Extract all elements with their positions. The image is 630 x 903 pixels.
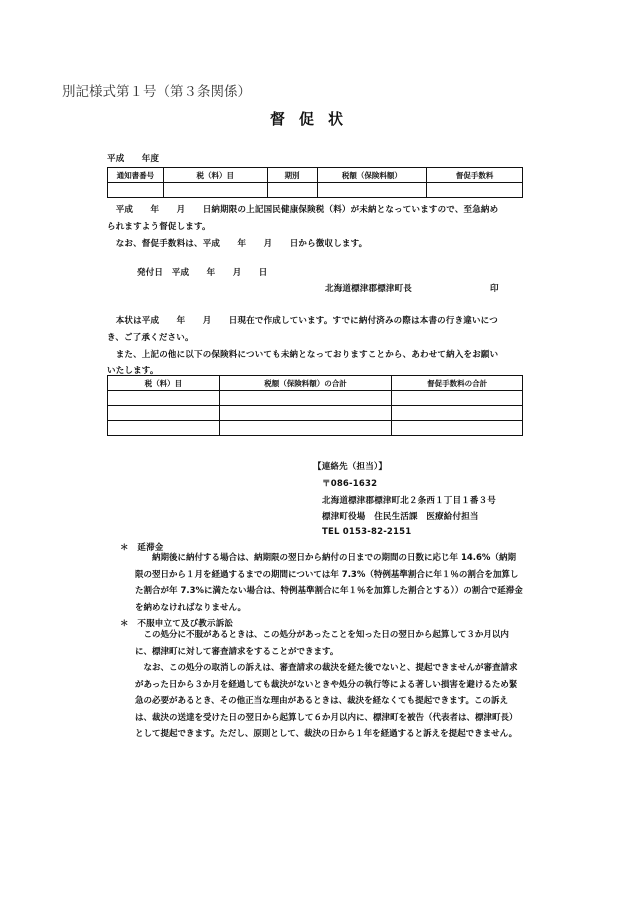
para2-line1: 本状は平成 年 月 日現在で作成しています。すでに納付済みの際は本書の行き違いにつ — [107, 316, 498, 326]
cell — [427, 183, 523, 198]
late-fee-body: 納期後に納付する場合は、納期限の翌日から納付の日までの期間の日数に応じ年 14.6%（納期限の翌日から１月を経過するまでの期間については年 7.3%（特例基準割合に年１％の割合を加算した割合が年 7.3%に満たない場合は、特例基準割合に年１％を加算した割合とする））の割合で延滞金を納めなければなりません。 — [135, 553, 523, 613]
appeal-heading: ＊ 不服申立て及び教示訴訟 — [120, 619, 234, 629]
cell — [219, 421, 392, 436]
document-title: 督促状 — [270, 110, 358, 128]
header-fee-total: 督促手数料の合計 — [392, 376, 523, 391]
cell — [392, 391, 523, 406]
header-fee: 督促手数料 — [427, 168, 523, 183]
seal-mark: 印 — [490, 284, 499, 294]
para1-line3: なお、督促手数料は、平成 年 月 日から徴収します。 — [107, 239, 368, 249]
cell — [108, 421, 220, 436]
table-row — [108, 406, 523, 421]
para1-line1: 平成 年 月 日納期限の上記国民健康保険税（料）が未納となっていますので、至急納め — [107, 205, 499, 215]
appeal-body-1: この処分に不服があるときは、この処分があったことを知った日の翌日から起算して３か月以内に、標津町に対して審査請求をすることができます。 — [135, 630, 509, 657]
cell — [108, 183, 164, 198]
cell — [392, 421, 523, 436]
header-tax-item: 税（料）目 — [163, 168, 267, 183]
issue-date: 発付日 平成 年 月 日 — [137, 268, 268, 278]
cell — [267, 183, 317, 198]
table-row — [108, 391, 523, 406]
contact-postal: 〒086-1632 — [322, 479, 378, 489]
cell — [219, 391, 392, 406]
cell — [392, 406, 523, 421]
issuer-name: 北海道標津郡標津町長 — [325, 284, 413, 294]
form-label: 別記様式第１号（第３条関係） — [62, 84, 251, 100]
cell — [163, 183, 267, 198]
cell — [108, 406, 220, 421]
other-arrears-table — [107, 375, 523, 436]
header-tax-item: 税（料）目 — [108, 376, 220, 391]
header-tax-total: 税額（保険料額）の合計 — [219, 376, 392, 391]
table-header-row — [108, 168, 523, 183]
table-row — [108, 183, 523, 198]
notice-table — [107, 167, 523, 198]
table-row — [108, 421, 523, 436]
cell — [108, 391, 220, 406]
header-tax-amount: 税額（保険料額） — [317, 168, 427, 183]
para1-line2: られますよう督促します。 — [107, 222, 211, 232]
fiscal-year-line: 平成 年度 — [107, 154, 160, 164]
contact-dept: 標津町役場 住民生活課 医療給付担当 — [322, 512, 479, 522]
para2-line2: き、ご了承ください。 — [107, 333, 194, 343]
contact-address: 北海道標津郡標津町北２条西１丁目１番３号 — [322, 496, 497, 506]
appeal-body-2: なお、この処分の取消しの訴えは、審査請求の裁決を経た後でないと、提起できませんが審査請求があった日から３か月を経過しても裁決がないときや処分の執行等による著しい損害を避けるため緊急の必要があるとき、その他正当な理由があるときは、裁決を経なくても提起できます。この訴えは、裁決の送達を受けた日の翌日から起算して６か月以内に、標津町を被告（代表者は、標津町長）として提起できます。ただし、原則として、裁決の日から１年を経過すると訴えを提起できません。 — [135, 663, 518, 739]
header-period: 期別 — [267, 168, 317, 183]
contact-heading: 【連絡先（担当）】 — [313, 462, 388, 472]
late-fee-heading: ＊ 延滞金 — [120, 543, 164, 553]
para2-line4: いたします。 — [107, 366, 159, 376]
cell — [317, 183, 427, 198]
cell — [219, 406, 392, 421]
para2-line3: また、上記の他に以下の保険料についても未納となっておりますことから、あわせて納入をお願い — [107, 350, 499, 360]
header-notice-number: 通知書番号 — [108, 168, 164, 183]
table-header-row — [108, 376, 523, 391]
contact-tel: TEL 0153-82-2151 — [322, 527, 412, 537]
